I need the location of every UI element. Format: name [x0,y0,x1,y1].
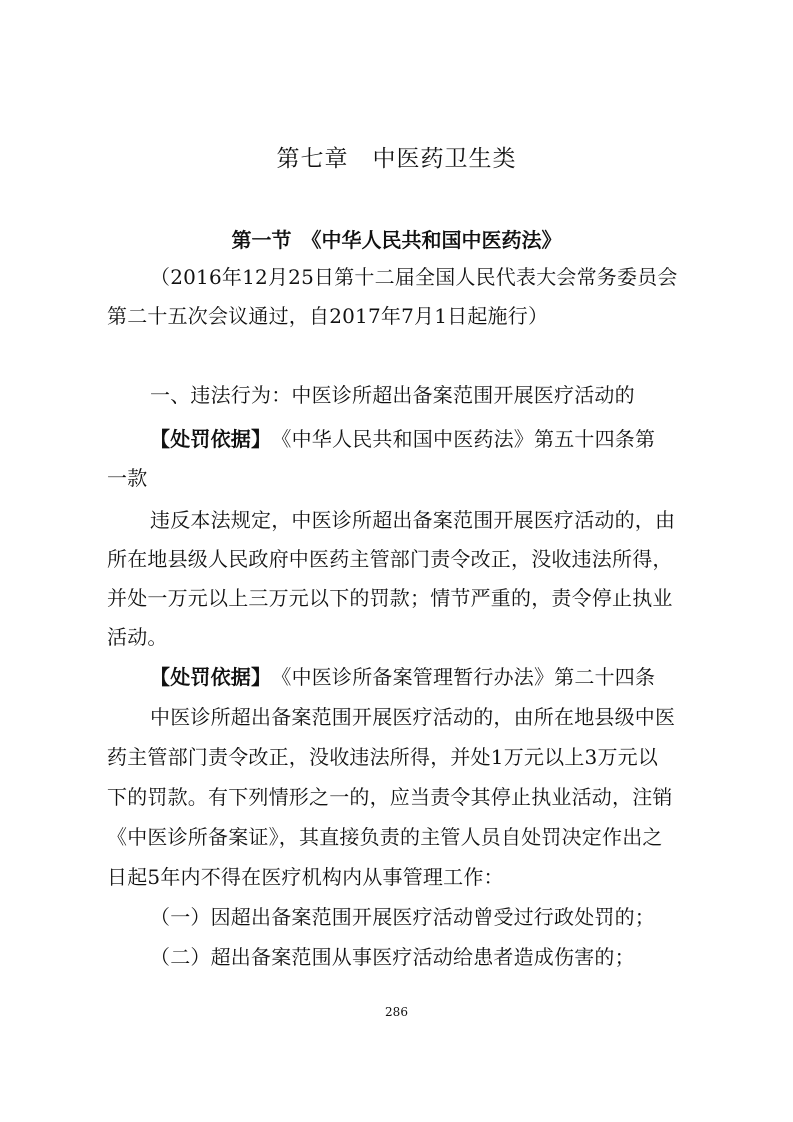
penalty-basis-reference: 《中华人民共和国中医药法》第五十四条第 [261,427,656,451]
basis-2-text-line: 药主管部门责令改正，没收违法所得，并处1万元以上3万元以 [107,745,659,769]
basis-2-text-line: 《中医诊所备案证》，其直接负责的主管人员自处罚决定作出之 [107,825,663,849]
adoption-note-line-2: 第二十五次会议通过，自2017年7月1日起施行） [107,304,549,328]
section-title: 第一节 《中华人民共和国中医药法》 [231,228,562,252]
chapter-title: 第七章 中医药卫生类 [276,146,517,172]
basis-1-text-line: 活动。 [107,625,168,649]
basis-2-text-line: 日起5年内不得在医疗机构内从事管理工作： [107,865,504,889]
penalty-basis-label: 【处罚依据】 [150,427,262,451]
basis-1-text-line: 违反本法规定，中医诊所超出备案范围开展医疗活动的，由 [150,508,676,532]
basis-2-text-line: （二）超出备案范围从事医疗活动给患者造成伤害的； [150,945,635,969]
basis-2-text-line: 中医诊所超出备案范围开展医疗活动的，由所在地县级中医 [150,705,676,729]
basis-1-text-line: 所在地县级人民政府中医药主管部门责令改正，没收违法所得， [107,547,673,571]
penalty-basis-1 [150,427,732,451]
penalty-basis-reference: 《中医诊所备案管理暂行办法》第二十四条 [261,665,656,689]
adoption-note-line-1: （2016年12月25日第十二届全国人民代表大会常务委员会 [150,265,678,289]
penalty-basis-2 [150,665,732,689]
page-number: 286 [385,1005,408,1019]
penalty-basis-1-continuation: 一款 [107,466,148,490]
penalty-basis-label: 【处罚依据】 [150,665,262,689]
violation-heading: 一、违法行为：中医诊所超出备案范围开展医疗活动的 [150,383,635,407]
basis-1-text-line: 并处一万元以上三万元以下的罚款；情节严重的，责令停止执业 [107,586,673,610]
basis-2-text-line: 下的罚款。有下列情形之一的，应当责令其停止执业活动，注销 [107,785,673,809]
basis-2-text-line: （一）因超出备案范围开展医疗活动曾受过行政处罚的； [150,905,655,929]
